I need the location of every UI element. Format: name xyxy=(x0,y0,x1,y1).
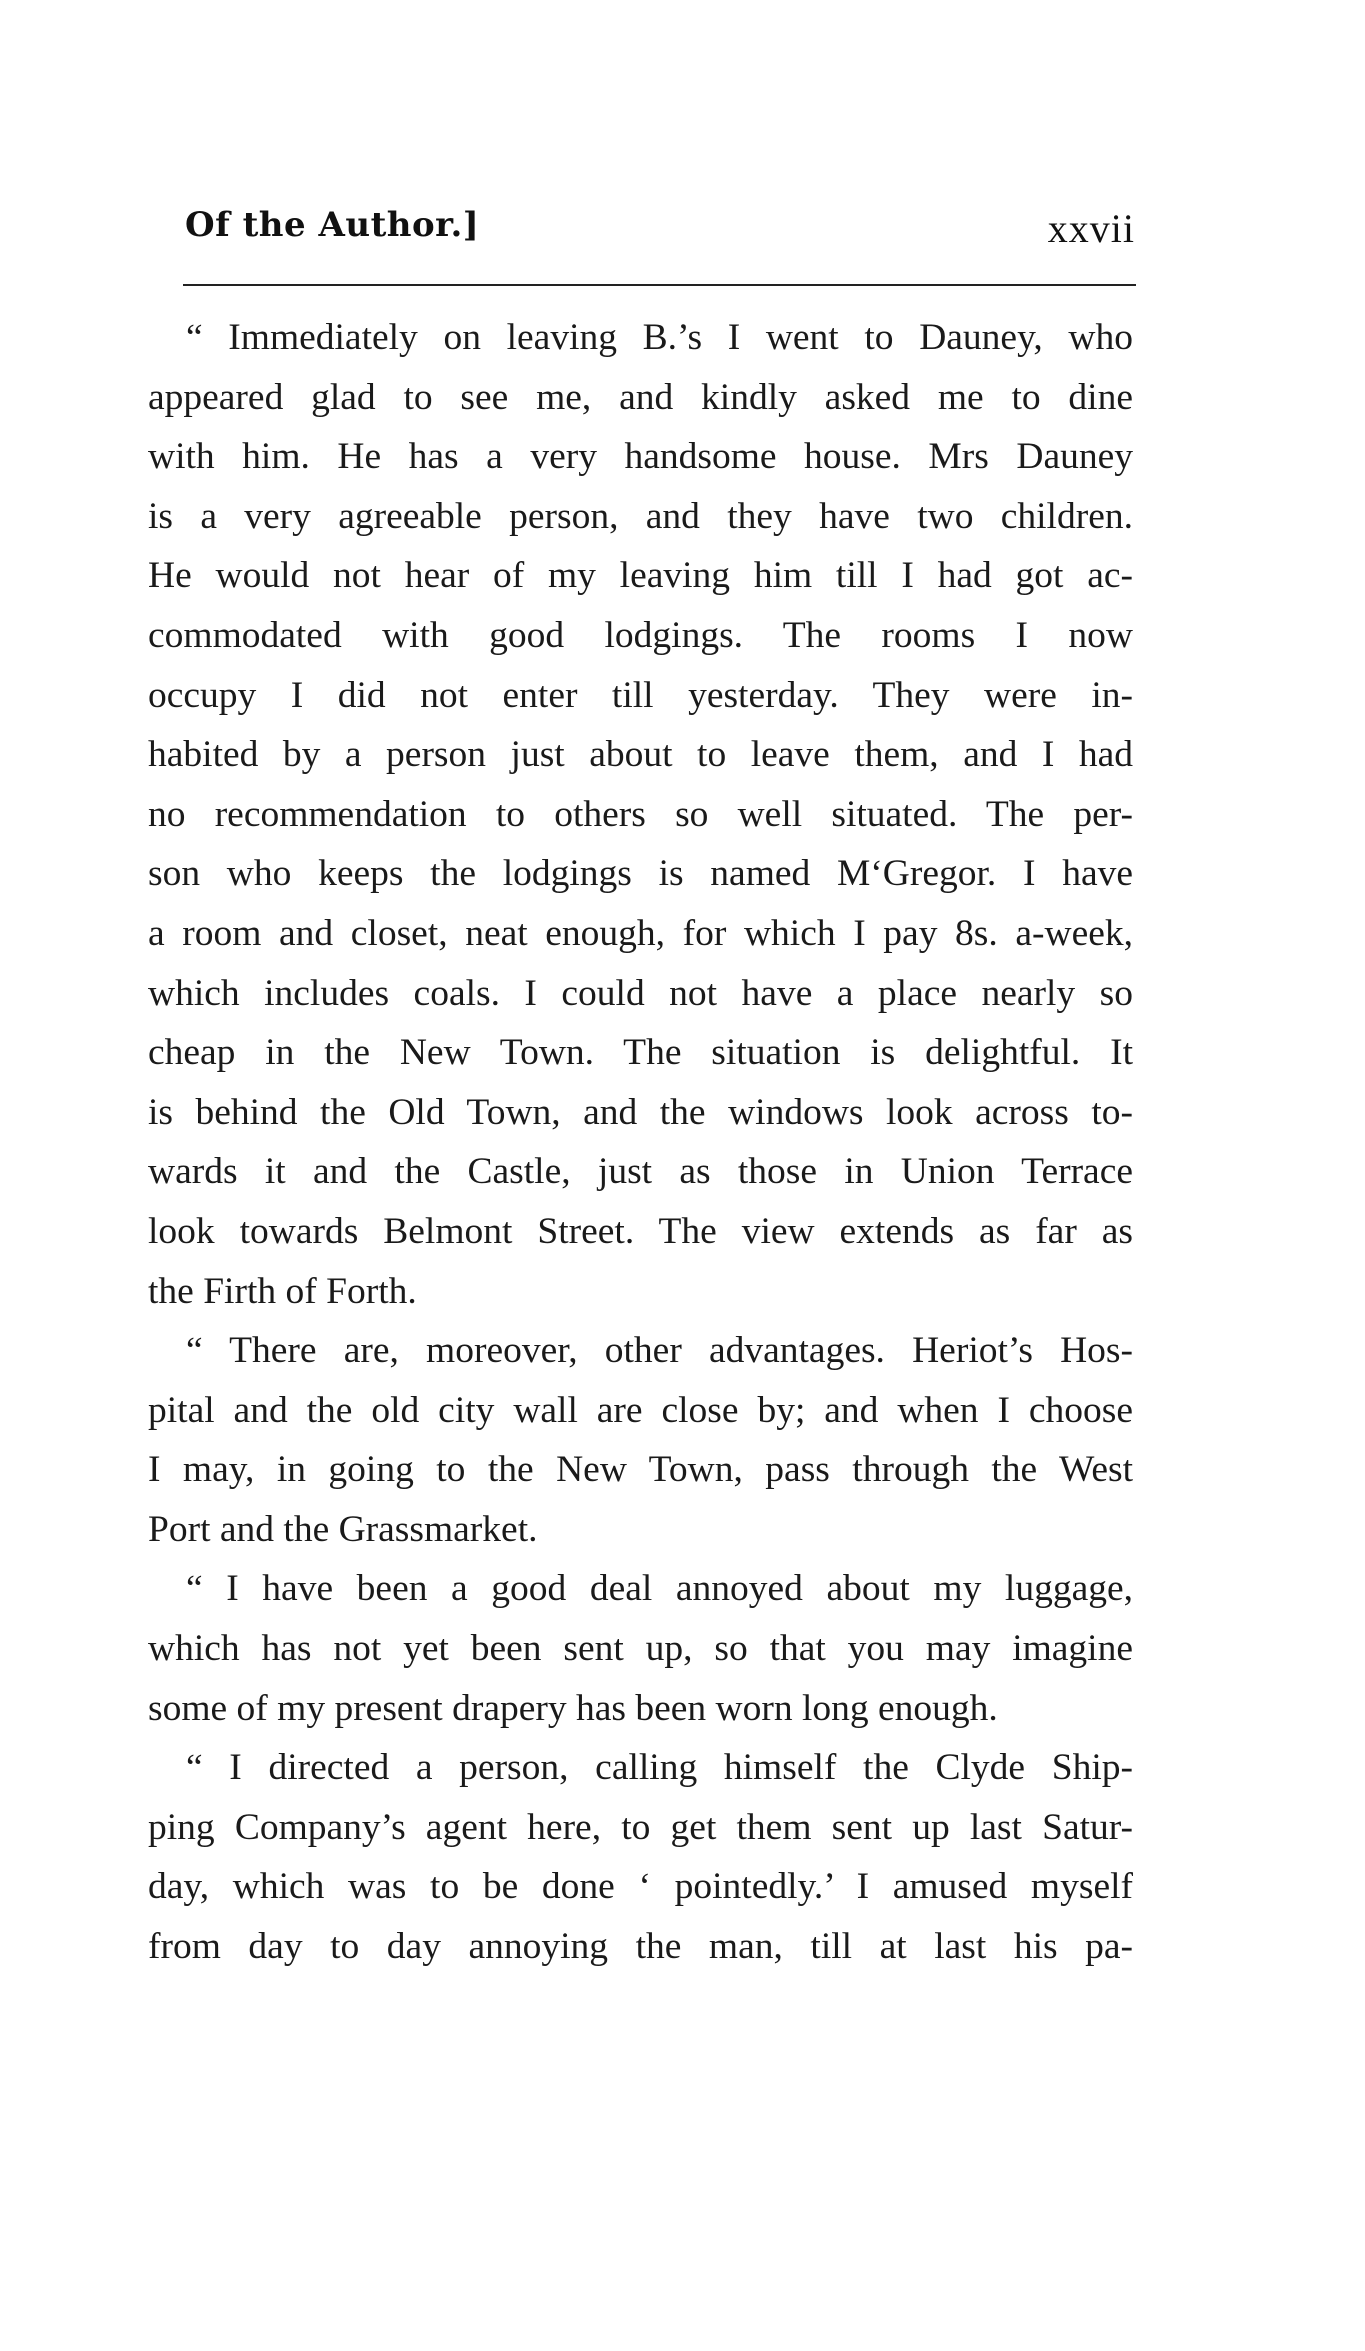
text-line: wards it and the Castle, just as those in Union Terrace xyxy=(148,1151,1133,1193)
text-line: a room and closet, neat enough, for which I pay 8s. a-week, xyxy=(148,912,1133,954)
text-line: ping Company’s agent here, to get them sent up last Satur- xyxy=(148,1806,1133,1848)
text-line: is a very agreeable person, and they have two children. xyxy=(148,495,1133,537)
text-line: “ I directed a person, calling himself the Clyde Ship- xyxy=(186,1747,1133,1789)
text-line: which has not yet been sent up, so that you may imagine xyxy=(148,1628,1133,1670)
text-line: is behind the Old Town, and the windows look across to- xyxy=(148,1091,1133,1133)
text-line: some of my present drapery has been worn long enough. xyxy=(148,1687,998,1729)
text-line: “ I have been a good deal annoyed about my luggage, xyxy=(186,1568,1133,1610)
body-text xyxy=(148,308,1133,1977)
text-line: commodated with good lodgings. The rooms I now xyxy=(148,614,1133,656)
text-line: which includes coals. I could not have a place nearly so xyxy=(148,972,1133,1014)
text-line: the Firth of Forth. xyxy=(148,1270,417,1312)
text-line: look towards Belmont Street. The view extends as far as xyxy=(148,1210,1133,1252)
text-line: day, which was to be done ‘ pointedly.’ I amused myself xyxy=(148,1866,1133,1908)
text-line: I may, in going to the New Town, pass through the West xyxy=(148,1449,1133,1491)
page-number: xxvii xyxy=(1047,206,1135,251)
text-line: “ Immediately on leaving B.’s I went to Dauney, who xyxy=(186,317,1133,358)
text-line: son who keeps the lodgings is named M‘Gregor. I have xyxy=(148,853,1133,895)
text-line: with him. He has a very handsome house. Mrs Dauney xyxy=(148,436,1133,478)
text-line: pital and the old city wall are close by; and when I choose xyxy=(148,1389,1133,1431)
text-line: “ There are, moreover, other advantages. Heriot’s Hos- xyxy=(186,1330,1133,1372)
text-line: appeared glad to see me, and kindly asked me to dine xyxy=(148,376,1133,418)
text-line: occupy I did not enter till yesterday. They were in- xyxy=(148,674,1133,716)
text-line: cheap in the New Town. The situation is delightful. It xyxy=(148,1032,1133,1074)
text-line: Port and the Grassmarket. xyxy=(148,1508,538,1550)
text-line: from day to day annoying the man, till at last his pa- xyxy=(148,1926,1133,1968)
running-head-title: Of the Author.] xyxy=(185,205,480,245)
text-line: no recommendation to others so well situated. The per- xyxy=(148,793,1133,835)
header-rule xyxy=(183,284,1136,286)
text-line: He would not hear of my leaving him till I had got ac- xyxy=(148,555,1133,597)
text-line: habited by a person just about to leave them, and I had xyxy=(148,734,1133,776)
running-head xyxy=(185,205,1135,265)
